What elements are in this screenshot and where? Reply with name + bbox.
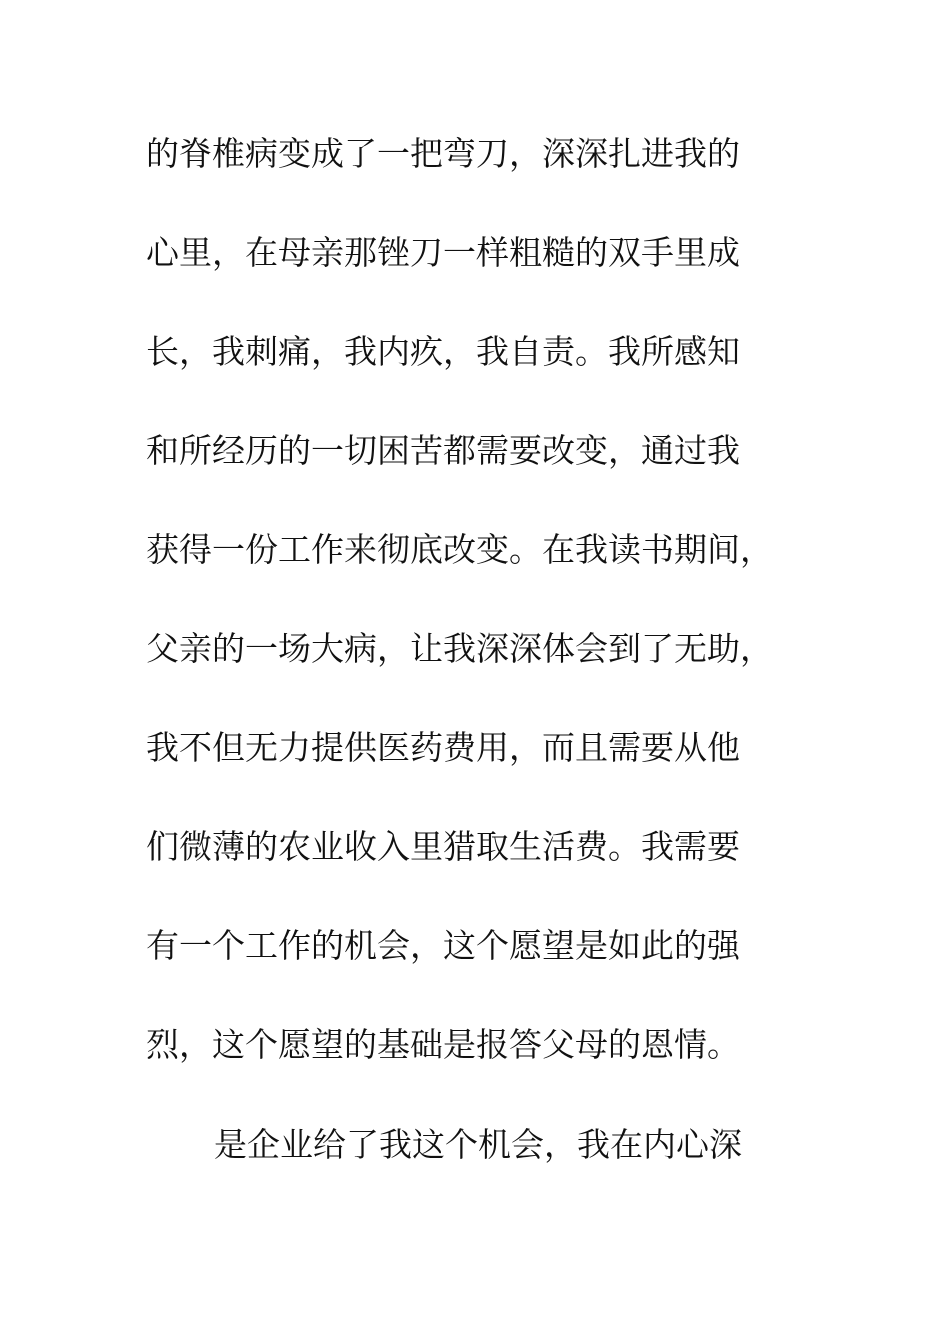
text-line: 长，我刺痛，我内疚，我自责。我所感知 bbox=[146, 332, 740, 371]
text-line: 和所经历的一切困苦都需要改变，通过我 bbox=[146, 431, 740, 470]
text-line: 有一个工作的机会，这个愿望是如此的强 bbox=[146, 926, 740, 965]
paragraph-start-line: 是企业给了我这个机会，我在内心深 bbox=[214, 1125, 742, 1164]
text-line: 父亲的一场大病，让我深深体会到了无助， bbox=[146, 629, 773, 668]
text-line: 们微薄的农业收入里猎取生活费。我需要 bbox=[146, 827, 740, 866]
text-line: 的脊椎病变成了一把弯刀，深深扎进我的 bbox=[146, 134, 740, 173]
text-line: 我不但无力提供医药费用，而且需要从他 bbox=[146, 728, 740, 767]
text-line: 烈，这个愿望的基础是报答父母的恩情。 bbox=[146, 1025, 740, 1064]
text-line: 心里，在母亲那锉刀一样粗糙的双手里成 bbox=[146, 233, 740, 272]
text-line: 获得一份工作来彻底改变。在我读书期间， bbox=[146, 530, 773, 569]
